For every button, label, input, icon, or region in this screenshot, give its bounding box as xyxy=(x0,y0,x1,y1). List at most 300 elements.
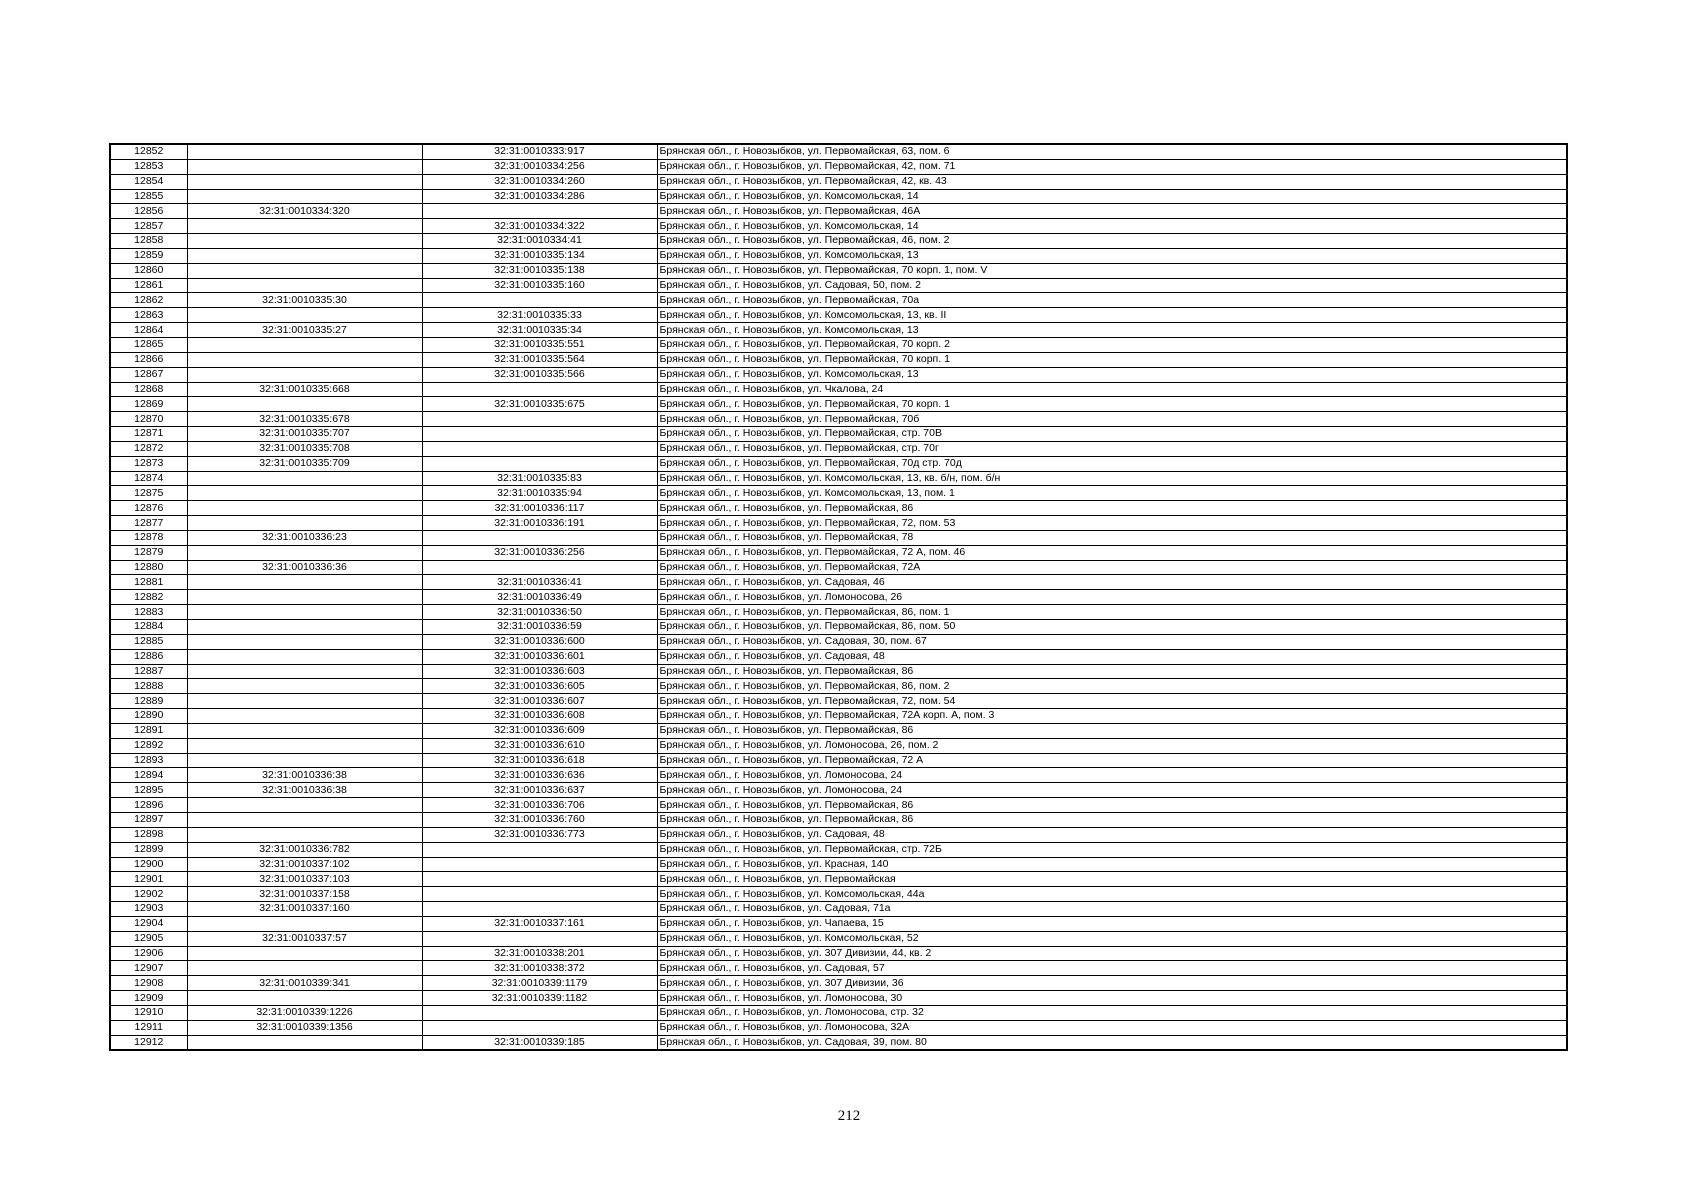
land-cadastral-number-cell xyxy=(187,174,422,189)
address-cell: Брянская обл., г. Новозыбков, ул. Красная, 140 xyxy=(657,857,1567,872)
building-cadastral-number-cell xyxy=(422,887,657,902)
row-number-cell: 12898 xyxy=(110,827,187,842)
building-cadastral-number-cell: 32:31:0010336:600 xyxy=(422,634,657,649)
address-cell: Брянская обл., г. Новозыбков, ул. Первомайская, 86 xyxy=(657,501,1567,516)
table-row xyxy=(110,916,1567,931)
row-number-cell: 12897 xyxy=(110,812,187,827)
building-cadastral-number-cell: 32:31:0010336:191 xyxy=(422,516,657,531)
row-number-cell: 12857 xyxy=(110,219,187,234)
land-cadastral-number-cell: 32:31:0010337:102 xyxy=(187,857,422,872)
building-cadastral-number-cell: 32:31:0010336:41 xyxy=(422,575,657,590)
row-number-cell: 12864 xyxy=(110,323,187,338)
table-row xyxy=(110,219,1567,234)
table-row xyxy=(110,560,1567,575)
land-cadastral-number-cell xyxy=(187,812,422,827)
address-cell: Брянская обл., г. Новозыбков, ул. Первомайская, 72, пом. 54 xyxy=(657,694,1567,709)
building-cadastral-number-cell: 32:31:0010336:603 xyxy=(422,664,657,679)
table-row xyxy=(110,427,1567,442)
address-cell: Брянская обл., г. Новозыбков, ул. Ломоносова, стр. 32 xyxy=(657,1005,1567,1020)
table-row xyxy=(110,753,1567,768)
address-cell: Брянская обл., г. Новозыбков, ул. Садовая, 57 xyxy=(657,961,1567,976)
address-cell: Брянская обл., г. Новозыбков, ул. Первомайская, 70 корп. 2 xyxy=(657,337,1567,352)
land-cadastral-number-cell xyxy=(187,189,422,204)
address-cell: Брянская обл., г. Новозыбков, ул. Первомайская, 70а xyxy=(657,293,1567,308)
table-row xyxy=(110,486,1567,501)
row-number-cell: 12869 xyxy=(110,397,187,412)
building-cadastral-number-cell: 32:31:0010336:618 xyxy=(422,753,657,768)
address-cell: Брянская обл., г. Новозыбков, ул. Ломоносова, 24 xyxy=(657,768,1567,783)
address-cell: Брянская обл., г. Новозыбков, ул. Комсомольская, 13, пом. 1 xyxy=(657,486,1567,501)
building-cadastral-number-cell: 32:31:0010339:1179 xyxy=(422,976,657,991)
building-cadastral-number-cell xyxy=(422,857,657,872)
building-cadastral-number-cell: 32:31:0010336:609 xyxy=(422,723,657,738)
land-cadastral-number-cell xyxy=(187,694,422,709)
address-cell: Брянская обл., г. Новозыбков, ул. Первомайская, 70 корп. 1 xyxy=(657,397,1567,412)
table-row xyxy=(110,738,1567,753)
table-row xyxy=(110,634,1567,649)
land-cadastral-number-cell: 32:31:0010336:23 xyxy=(187,530,422,545)
address-cell: Брянская обл., г. Новозыбков, ул. Чкалова, 24 xyxy=(657,382,1567,397)
building-cadastral-number-cell xyxy=(422,1020,657,1035)
land-cadastral-number-cell xyxy=(187,723,422,738)
building-cadastral-number-cell: 32:31:0010336:610 xyxy=(422,738,657,753)
address-cell: Брянская обл., г. Новозыбков, ул. Первомайская, 46А xyxy=(657,204,1567,219)
land-cadastral-number-cell: 32:31:0010335:27 xyxy=(187,323,422,338)
building-cadastral-number-cell xyxy=(422,456,657,471)
table-row xyxy=(110,1005,1567,1020)
address-cell: Брянская обл., г. Новозыбков, ул. Комсомольская, 14 xyxy=(657,219,1567,234)
table-row xyxy=(110,234,1567,249)
building-cadastral-number-cell: 32:31:0010335:94 xyxy=(422,486,657,501)
address-cell: Брянская обл., г. Новозыбков, ул. Ломоносова, 30 xyxy=(657,991,1567,1006)
address-cell: Брянская обл., г. Новозыбков, ул. Комсомольская, 52 xyxy=(657,931,1567,946)
table-row xyxy=(110,1020,1567,1035)
address-cell: Брянская обл., г. Новозыбков, ул. Первомайская, 72 А, пом. 46 xyxy=(657,545,1567,560)
land-cadastral-number-cell xyxy=(187,234,422,249)
land-cadastral-number-cell xyxy=(187,159,422,174)
building-cadastral-number-cell: 32:31:0010338:372 xyxy=(422,961,657,976)
land-cadastral-number-cell xyxy=(187,798,422,813)
table-row xyxy=(110,946,1567,961)
building-cadastral-number-cell: 32:31:0010335:675 xyxy=(422,397,657,412)
table-row xyxy=(110,961,1567,976)
address-cell: Брянская обл., г. Новозыбков, ул. Первомайская, 86 xyxy=(657,664,1567,679)
address-cell: Брянская обл., г. Новозыбков, ул. Первомайская, 70 корп. 1 xyxy=(657,352,1567,367)
land-cadastral-number-cell xyxy=(187,620,422,635)
row-number-cell: 12903 xyxy=(110,902,187,917)
table-row xyxy=(110,679,1567,694)
row-number-cell: 12894 xyxy=(110,768,187,783)
land-cadastral-number-cell xyxy=(187,367,422,382)
address-cell: Брянская обл., г. Новозыбков, ул. Садовая, 39, пом. 80 xyxy=(657,1035,1567,1050)
building-cadastral-number-cell: 32:31:0010336:605 xyxy=(422,679,657,694)
table-row xyxy=(110,174,1567,189)
building-cadastral-number-cell xyxy=(422,530,657,545)
row-number-cell: 12860 xyxy=(110,263,187,278)
row-number-cell: 12896 xyxy=(110,798,187,813)
row-number-cell: 12911 xyxy=(110,1020,187,1035)
table-row xyxy=(110,367,1567,382)
address-cell: Брянская обл., г. Новозыбков, ул. Первомайская, 86 xyxy=(657,723,1567,738)
building-cadastral-number-cell: 32:31:0010336:49 xyxy=(422,590,657,605)
row-number-cell: 12861 xyxy=(110,278,187,293)
table-row xyxy=(110,768,1567,783)
land-cadastral-number-cell xyxy=(187,144,422,159)
address-cell: Брянская обл., г. Новозыбков, ул. Первомайская, 78 xyxy=(657,530,1567,545)
address-cell: Брянская обл., г. Новозыбков, ул. Первомайская, 72, пом. 53 xyxy=(657,516,1567,531)
building-cadastral-number-cell: 32:31:0010337:161 xyxy=(422,916,657,931)
table-row xyxy=(110,723,1567,738)
land-cadastral-number-cell: 32:31:0010336:38 xyxy=(187,768,422,783)
address-cell: Брянская обл., г. Новозыбков, ул. Ломоносова, 24 xyxy=(657,783,1567,798)
building-cadastral-number-cell: 32:31:0010336:59 xyxy=(422,620,657,635)
page-number: 212 xyxy=(837,1108,861,1124)
address-cell: Брянская обл., г. Новозыбков, ул. Первомайская, 70 корп. 1, пом. V xyxy=(657,263,1567,278)
row-number-cell: 12899 xyxy=(110,842,187,857)
address-cell: Брянская обл., г. Новозыбков, ул. Первомайская, 72А корп. А, пом. 3 xyxy=(657,709,1567,724)
building-cadastral-number-cell: 32:31:0010333:917 xyxy=(422,144,657,159)
building-cadastral-number-cell: 32:31:0010336:601 xyxy=(422,649,657,664)
land-cadastral-number-cell: 32:31:0010337:57 xyxy=(187,931,422,946)
building-cadastral-number-cell: 32:31:0010339:185 xyxy=(422,1035,657,1050)
table-row xyxy=(110,204,1567,219)
row-number-cell: 12875 xyxy=(110,486,187,501)
row-number-cell: 12884 xyxy=(110,620,187,635)
building-cadastral-number-cell: 32:31:0010335:564 xyxy=(422,352,657,367)
land-cadastral-number-cell xyxy=(187,263,422,278)
table-row xyxy=(110,872,1567,887)
row-number-cell: 12854 xyxy=(110,174,187,189)
row-number-cell: 12865 xyxy=(110,337,187,352)
row-number-cell: 12890 xyxy=(110,709,187,724)
row-number-cell: 12910 xyxy=(110,1005,187,1020)
address-cell: Брянская обл., г. Новозыбков, ул. Первомайская, 46, пом. 2 xyxy=(657,234,1567,249)
row-number-cell: 12866 xyxy=(110,352,187,367)
address-cell: Брянская обл., г. Новозыбков, ул. Первомайская, 86, пом. 2 xyxy=(657,679,1567,694)
address-cell: Брянская обл., г. Новозыбков, ул. Комсомольская, 13 xyxy=(657,367,1567,382)
building-cadastral-number-cell: 32:31:0010335:551 xyxy=(422,337,657,352)
building-cadastral-number-cell: 32:31:0010335:34 xyxy=(422,323,657,338)
land-cadastral-number-cell xyxy=(187,501,422,516)
table-row xyxy=(110,590,1567,605)
land-cadastral-number-cell xyxy=(187,961,422,976)
land-cadastral-number-cell xyxy=(187,634,422,649)
building-cadastral-number-cell xyxy=(422,382,657,397)
row-number-cell: 12880 xyxy=(110,560,187,575)
row-number-cell: 12901 xyxy=(110,872,187,887)
address-cell: Брянская обл., г. Новозыбков, ул. Ломоносова, 26 xyxy=(657,590,1567,605)
building-cadastral-number-cell xyxy=(422,560,657,575)
row-number-cell: 12881 xyxy=(110,575,187,590)
table-row xyxy=(110,827,1567,842)
building-cadastral-number-cell xyxy=(422,441,657,456)
building-cadastral-number-cell xyxy=(422,931,657,946)
land-cadastral-number-cell xyxy=(187,991,422,1006)
table-row xyxy=(110,605,1567,620)
row-number-cell: 12889 xyxy=(110,694,187,709)
building-cadastral-number-cell: 32:31:0010335:160 xyxy=(422,278,657,293)
building-cadastral-number-cell xyxy=(422,1005,657,1020)
building-cadastral-number-cell: 32:31:0010336:636 xyxy=(422,768,657,783)
row-number-cell: 12909 xyxy=(110,991,187,1006)
address-cell: Брянская обл., г. Новозыбков, ул. Ломоносова, 32А xyxy=(657,1020,1567,1035)
table-row xyxy=(110,352,1567,367)
building-cadastral-number-cell: 32:31:0010336:637 xyxy=(422,783,657,798)
land-cadastral-number-cell xyxy=(187,248,422,263)
table-row xyxy=(110,323,1567,338)
row-number-cell: 12853 xyxy=(110,159,187,174)
row-number-cell: 12852 xyxy=(110,144,187,159)
building-cadastral-number-cell: 32:31:0010336:607 xyxy=(422,694,657,709)
address-cell: Брянская обл., г. Новозыбков, ул. Первомайская, стр. 72Б xyxy=(657,842,1567,857)
table-row xyxy=(110,530,1567,545)
building-cadastral-number-cell xyxy=(422,842,657,857)
land-cadastral-number-cell xyxy=(187,664,422,679)
row-number-cell: 12878 xyxy=(110,530,187,545)
table-row xyxy=(110,382,1567,397)
row-number-cell: 12858 xyxy=(110,234,187,249)
row-number-cell: 12868 xyxy=(110,382,187,397)
row-number-cell: 12912 xyxy=(110,1035,187,1050)
address-cell: Брянская обл., г. Новозыбков, ул. Первомайская xyxy=(657,872,1567,887)
building-cadastral-number-cell xyxy=(422,293,657,308)
table-row xyxy=(110,308,1567,323)
address-cell: Брянская обл., г. Новозыбков, ул. 307 Дивизии, 36 xyxy=(657,976,1567,991)
table-row xyxy=(110,575,1567,590)
land-cadastral-number-cell xyxy=(187,397,422,412)
row-number-cell: 12887 xyxy=(110,664,187,679)
address-cell: Брянская обл., г. Новозыбков, ул. Садовая, 30, пом. 67 xyxy=(657,634,1567,649)
land-cadastral-number-cell: 32:31:0010334:320 xyxy=(187,204,422,219)
building-cadastral-number-cell: 32:31:0010336:608 xyxy=(422,709,657,724)
row-number-cell: 12893 xyxy=(110,753,187,768)
table-row xyxy=(110,471,1567,486)
table-row xyxy=(110,976,1567,991)
table-row xyxy=(110,783,1567,798)
land-cadastral-number-cell xyxy=(187,709,422,724)
land-cadastral-number-cell xyxy=(187,308,422,323)
building-cadastral-number-cell: 32:31:0010336:760 xyxy=(422,812,657,827)
table-row xyxy=(110,798,1567,813)
table-row xyxy=(110,144,1567,159)
building-cadastral-number-cell: 32:31:0010334:41 xyxy=(422,234,657,249)
land-cadastral-number-cell: 32:31:0010337:160 xyxy=(187,902,422,917)
table-row xyxy=(110,278,1567,293)
land-cadastral-number-cell xyxy=(187,219,422,234)
building-cadastral-number-cell: 32:31:0010338:201 xyxy=(422,946,657,961)
row-number-cell: 12856 xyxy=(110,204,187,219)
row-number-cell: 12905 xyxy=(110,931,187,946)
address-cell: Брянская обл., г. Новозыбков, ул. Комсомольская, 13 xyxy=(657,323,1567,338)
table-row xyxy=(110,991,1567,1006)
row-number-cell: 12907 xyxy=(110,961,187,976)
land-cadastral-number-cell: 32:31:0010337:103 xyxy=(187,872,422,887)
table-row xyxy=(110,812,1567,827)
row-number-cell: 12876 xyxy=(110,501,187,516)
table-row xyxy=(110,189,1567,204)
building-cadastral-number-cell: 32:31:0010336:256 xyxy=(422,545,657,560)
address-cell: Брянская обл., г. Новозыбков, ул. Первомайская, 42, кв. 43 xyxy=(657,174,1567,189)
land-cadastral-number-cell: 32:31:0010336:38 xyxy=(187,783,422,798)
building-cadastral-number-cell: 32:31:0010336:50 xyxy=(422,605,657,620)
address-cell: Брянская обл., г. Новозыбков, ул. Ломоносова, 26, пом. 2 xyxy=(657,738,1567,753)
table-row xyxy=(110,620,1567,635)
land-cadastral-number-cell xyxy=(187,753,422,768)
address-cell: Брянская обл., г. Новозыбков, ул. Первомайская, 86, пом. 1 xyxy=(657,605,1567,620)
address-cell: Брянская обл., г. Новозыбков, ул. Первомайская, 86 xyxy=(657,812,1567,827)
row-number-cell: 12867 xyxy=(110,367,187,382)
address-cell: Брянская обл., г. Новозыбков, ул. Первомайская, стр. 70В xyxy=(657,427,1567,442)
address-cell: Брянская обл., г. Новозыбков, ул. Первомайская, 70б xyxy=(657,412,1567,427)
land-cadastral-number-cell xyxy=(187,649,422,664)
land-cadastral-number-cell: 32:31:0010336:782 xyxy=(187,842,422,857)
row-number-cell: 12900 xyxy=(110,857,187,872)
row-number-cell: 12879 xyxy=(110,545,187,560)
row-number-cell: 12904 xyxy=(110,916,187,931)
row-number-cell: 12906 xyxy=(110,946,187,961)
building-cadastral-number-cell: 32:31:0010335:138 xyxy=(422,263,657,278)
row-number-cell: 12871 xyxy=(110,427,187,442)
table-row xyxy=(110,263,1567,278)
table-row xyxy=(110,441,1567,456)
building-cadastral-number-cell: 32:31:0010334:286 xyxy=(422,189,657,204)
land-cadastral-number-cell: 32:31:0010339:1226 xyxy=(187,1005,422,1020)
land-cadastral-number-cell: 32:31:0010335:30 xyxy=(187,293,422,308)
building-cadastral-number-cell: 32:31:0010339:1182 xyxy=(422,991,657,1006)
land-cadastral-number-cell: 32:31:0010339:341 xyxy=(187,976,422,991)
row-number-cell: 12883 xyxy=(110,605,187,620)
table-row xyxy=(110,412,1567,427)
building-cadastral-number-cell: 32:31:0010336:773 xyxy=(422,827,657,842)
row-number-cell: 12902 xyxy=(110,887,187,902)
table-row xyxy=(110,159,1567,174)
row-number-cell: 12859 xyxy=(110,248,187,263)
row-number-cell: 12862 xyxy=(110,293,187,308)
address-cell: Брянская обл., г. Новозыбков, ул. Комсомольская, 13, кв. II xyxy=(657,308,1567,323)
land-cadastral-number-cell: 32:31:0010336:36 xyxy=(187,560,422,575)
land-cadastral-number-cell xyxy=(187,352,422,367)
row-number-cell: 12874 xyxy=(110,471,187,486)
land-cadastral-number-cell xyxy=(187,278,422,293)
land-cadastral-number-cell: 32:31:0010335:707 xyxy=(187,427,422,442)
land-cadastral-number-cell xyxy=(187,545,422,560)
land-cadastral-number-cell xyxy=(187,1035,422,1050)
address-cell: Брянская обл., г. Новозыбков, ул. Первомайская, 72 А xyxy=(657,753,1567,768)
row-number-cell: 12877 xyxy=(110,516,187,531)
row-number-cell: 12882 xyxy=(110,590,187,605)
address-cell: Брянская обл., г. Новозыбков, ул. Комсомольская, 13, кв. б/н, пом. б/н xyxy=(657,471,1567,486)
table-row xyxy=(110,337,1567,352)
building-cadastral-number-cell: 32:31:0010334:256 xyxy=(422,159,657,174)
land-cadastral-number-cell xyxy=(187,590,422,605)
row-number-cell: 12873 xyxy=(110,456,187,471)
building-cadastral-number-cell: 32:31:0010335:134 xyxy=(422,248,657,263)
address-cell: Брянская обл., г. Новозыбков, ул. Комсомольская, 14 xyxy=(657,189,1567,204)
address-cell: Брянская обл., г. Новозыбков, ул. Первомайская, 72А xyxy=(657,560,1567,575)
address-cell: Брянская обл., г. Новозыбков, ул. Первомайская, 63, пом. 6 xyxy=(657,144,1567,159)
row-number-cell: 12863 xyxy=(110,308,187,323)
table-row xyxy=(110,545,1567,560)
land-cadastral-number-cell xyxy=(187,679,422,694)
building-cadastral-number-cell: 32:31:0010334:260 xyxy=(422,174,657,189)
table-row xyxy=(110,842,1567,857)
table-row xyxy=(110,397,1567,412)
land-cadastral-number-cell: 32:31:0010335:678 xyxy=(187,412,422,427)
table-row xyxy=(110,516,1567,531)
address-cell: Брянская обл., г. Новозыбков, ул. Садовая, 48 xyxy=(657,649,1567,664)
building-cadastral-number-cell: 32:31:0010336:706 xyxy=(422,798,657,813)
land-cadastral-number-cell xyxy=(187,827,422,842)
table-row xyxy=(110,456,1567,471)
land-cadastral-number-cell xyxy=(187,738,422,753)
building-cadastral-number-cell: 32:31:0010336:117 xyxy=(422,501,657,516)
building-cadastral-number-cell: 32:31:0010334:322 xyxy=(422,219,657,234)
building-cadastral-number-cell xyxy=(422,872,657,887)
table-row xyxy=(110,857,1567,872)
land-cadastral-number-cell xyxy=(187,605,422,620)
land-cadastral-number-cell: 32:31:0010335:708 xyxy=(187,441,422,456)
cadastral-table xyxy=(109,143,1568,1051)
land-cadastral-number-cell: 32:31:0010335:668 xyxy=(187,382,422,397)
table-row xyxy=(110,931,1567,946)
building-cadastral-number-cell xyxy=(422,427,657,442)
address-cell: Брянская обл., г. Новозыбков, ул. Садовая, 71а xyxy=(657,902,1567,917)
address-cell: Брянская обл., г. Новозыбков, ул. Садовая, 48 xyxy=(657,827,1567,842)
address-cell: Брянская обл., г. Новозыбков, ул. Первомайская, 42, пом. 71 xyxy=(657,159,1567,174)
building-cadastral-number-cell: 32:31:0010335:33 xyxy=(422,308,657,323)
row-number-cell: 12908 xyxy=(110,976,187,991)
address-cell: Брянская обл., г. Новозыбков, ул. Первомайская, 70д стр. 70д xyxy=(657,456,1567,471)
land-cadastral-number-cell: 32:31:0010335:709 xyxy=(187,456,422,471)
table-row xyxy=(110,709,1567,724)
land-cadastral-number-cell xyxy=(187,916,422,931)
table-row xyxy=(110,664,1567,679)
row-number-cell: 12872 xyxy=(110,441,187,456)
building-cadastral-number-cell: 32:31:0010335:83 xyxy=(422,471,657,486)
row-number-cell: 12891 xyxy=(110,723,187,738)
address-cell: Брянская обл., г. Новозыбков, ул. Садовая, 50, пом. 2 xyxy=(657,278,1567,293)
building-cadastral-number-cell xyxy=(422,204,657,219)
table-body xyxy=(110,144,1567,1050)
address-cell: Брянская обл., г. Новозыбков, ул. Первомайская, 86, пом. 50 xyxy=(657,620,1567,635)
row-number-cell: 12888 xyxy=(110,679,187,694)
table-row xyxy=(110,1035,1567,1050)
land-cadastral-number-cell: 32:31:0010337:158 xyxy=(187,887,422,902)
row-number-cell: 12895 xyxy=(110,783,187,798)
row-number-cell: 12870 xyxy=(110,412,187,427)
address-cell: Брянская обл., г. Новозыбков, ул. 307 Дивизии, 44, кв. 2 xyxy=(657,946,1567,961)
address-cell: Брянская обл., г. Новозыбков, ул. Садовая, 46 xyxy=(657,575,1567,590)
building-cadastral-number-cell xyxy=(422,412,657,427)
address-cell: Брянская обл., г. Новозыбков, ул. Чапаева, 15 xyxy=(657,916,1567,931)
building-cadastral-number-cell xyxy=(422,902,657,917)
row-number-cell: 12855 xyxy=(110,189,187,204)
land-cadastral-number-cell xyxy=(187,516,422,531)
row-number-cell: 12885 xyxy=(110,634,187,649)
table-row xyxy=(110,649,1567,664)
land-cadastral-number-cell xyxy=(187,471,422,486)
address-cell: Брянская обл., г. Новозыбков, ул. Первомайская, 86 xyxy=(657,798,1567,813)
table-row xyxy=(110,887,1567,902)
land-cadastral-number-cell xyxy=(187,486,422,501)
table-row xyxy=(110,902,1567,917)
land-cadastral-number-cell xyxy=(187,946,422,961)
table-row xyxy=(110,694,1567,709)
row-number-cell: 12886 xyxy=(110,649,187,664)
address-cell: Брянская обл., г. Новозыбков, ул. Комсомольская, 44а xyxy=(657,887,1567,902)
row-number-cell: 12892 xyxy=(110,738,187,753)
land-cadastral-number-cell xyxy=(187,575,422,590)
